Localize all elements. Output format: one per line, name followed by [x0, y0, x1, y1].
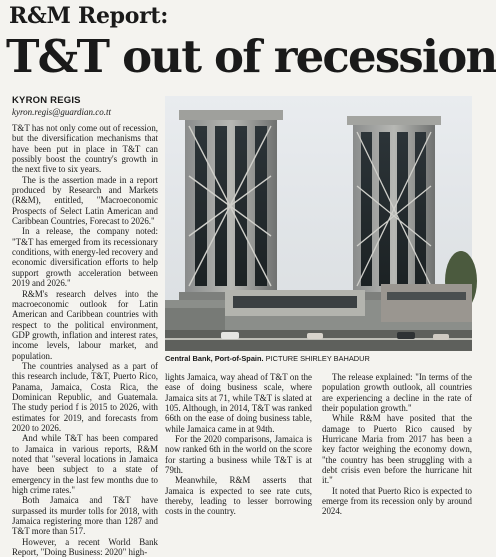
paragraph: The release explained: "In terms of the population growth outlook, all countries are experiencing a decline in the rate of their population growth." [322, 372, 472, 414]
paragraph: The is the assertion made in a report produced by Research and Markets (R&M), entitled, "Macroeconomic Prospects of Select Latin American and Caribbean Countries, Forecast to 2026." [12, 174, 158, 227]
paragraph: And while T&T has been compared to Jamaica in various reports, R&M noted that "several locations in Jamaica have been subject to a state of emergency in the last few months due to high crime rates." [12, 433, 158, 496]
paragraph: In a release, the company noted: "T&T has emerged from its recessionary conditions, with energy-led recovery and economic diversification efforts to help support growth acceleration between 2019 and 2026." [12, 226, 158, 289]
headline: T&T out of recession [6, 30, 496, 83]
paragraph: However, a recent World Bank Report, "Doing Business: 2020" high- [12, 536, 158, 557]
central-bank-photo [165, 96, 472, 351]
article-column-3 [322, 372, 472, 517]
article-column-2 [165, 372, 312, 517]
caption-place: Central Bank, Port-of-Spain. [165, 354, 264, 363]
paragraph: Meanwhile, R&M asserts that Jamaica is expected to see rate cuts, thereby, leading to lesser borrowing costs in the country. [165, 475, 312, 517]
byline-email: kyron.regis@guardian.co.tt [12, 107, 112, 117]
paragraph: R&M's research delves into the macroeconomic outlook for Latin American and Caribbean countries with respect to the political environment, GDP growth, inflation and interest rates, income levels, labour market, and population. [12, 288, 158, 361]
article-column-1 [12, 123, 158, 557]
paragraph: For the 2020 comparisons, Jamaica is now ranked 6th in the world on the score for starting a business while T&T is at 79th. [165, 434, 312, 476]
paragraph: Both Jamaica and T&T have surpassed its murder tolls for 2018, with Jamaica registering more than 1287 and T&T more than 517. [12, 495, 158, 537]
byline-author: KYRON REGIS [12, 95, 81, 106]
caption-credit: PICTURE SHIRLEY BAHADUR [265, 354, 370, 363]
kicker: R&M Report: [9, 3, 169, 29]
paragraph: While R&M have posited that the damage to Puerto Rico caused by Hurricane Maria from 2017 has been a key factor weighing the economy down, "the country has been struggling with a debt crisis even before the hurricane hit it." [322, 413, 472, 486]
paragraph: lights Jamaica, way ahead of T&T on the ease of doing business scale, where Jamaica sits at 71, while T&T is slated at 105. Although, in 2014, T&T was ranked 66th on the ease of doing business table, while Jamaica came in at 94th. [165, 372, 312, 434]
photo-caption [165, 354, 472, 363]
paragraph: T&T has not only come out of recession, but the diversification mechanisms that have been put in place in T&T can possibly boost the country's growth in the next five to six years. [12, 123, 158, 175]
paragraph: The countries analysed as a part of this research include, T&T, Puerto Rico, Panama, Jamaica, Costa Rica, the Dominican Republic, and Guatemala. The study period f is 2015 to 2026, with estimates for 2019, and forecasts from 2020 to 2026. [12, 360, 158, 433]
paragraph: It noted that Puerto Rico is expected to emerge from its recession only by around 2024. [322, 485, 472, 517]
